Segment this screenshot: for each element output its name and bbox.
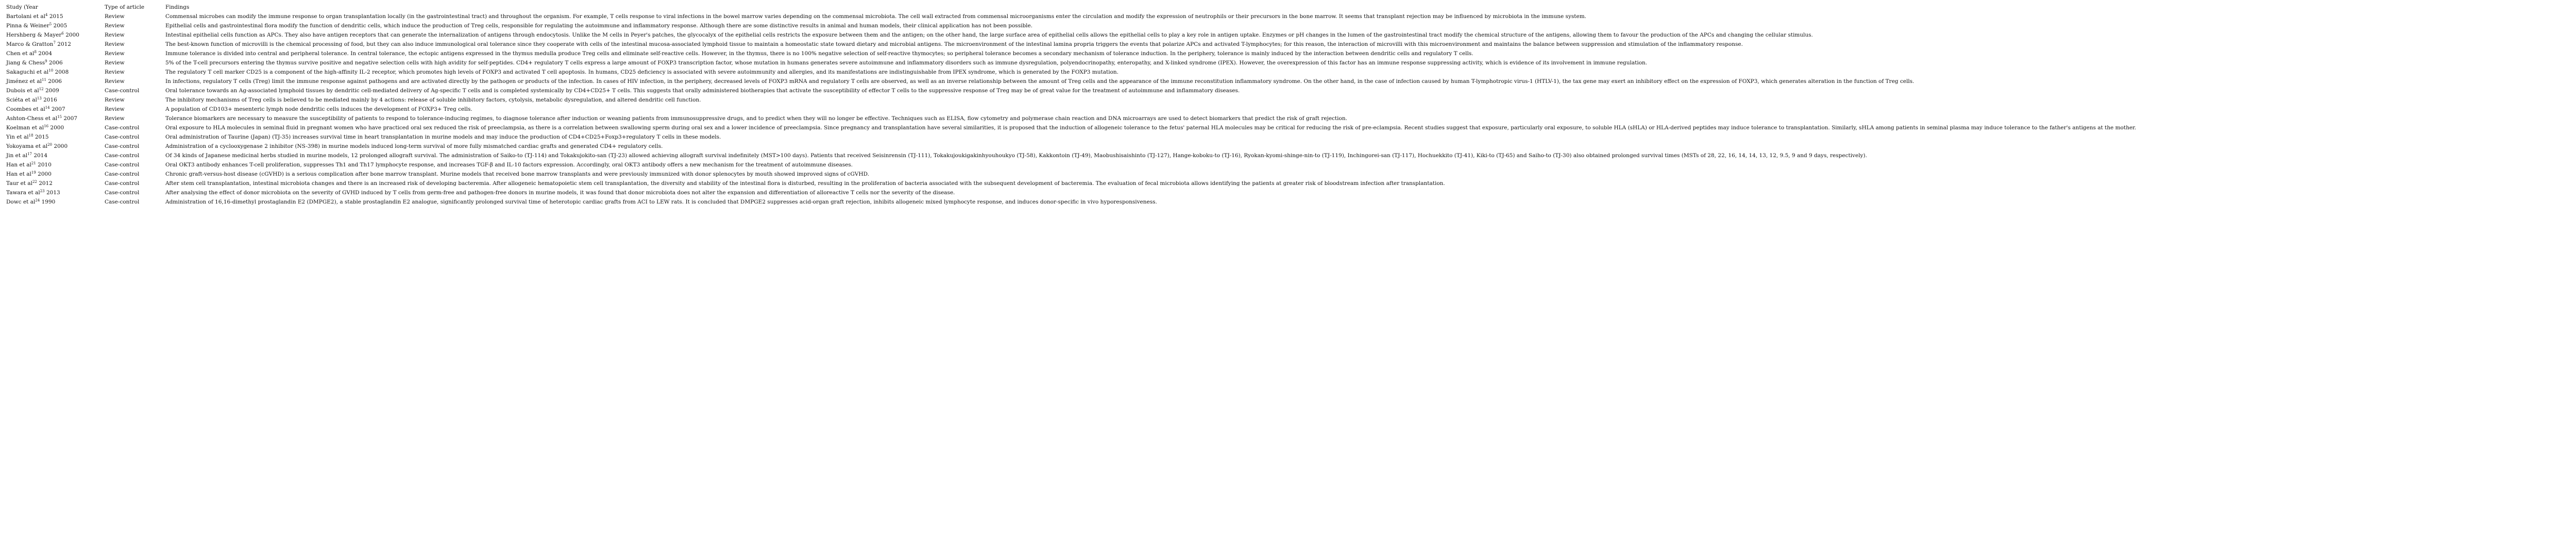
table-body	[6, 12, 2139, 207]
reference-number: 23	[40, 189, 45, 193]
header-type-of-article: Type of article	[105, 4, 145, 10]
reference-number: 14	[45, 106, 50, 110]
study-cell	[6, 142, 105, 151]
reference-number: 17	[27, 152, 32, 156]
study-year: 2012	[55, 41, 71, 47]
article-type-cell: Review	[105, 78, 125, 84]
study-year: 2015	[47, 13, 63, 20]
header-row	[6, 3, 2139, 12]
study-cell	[6, 58, 105, 67]
findings-cell: Commensal microbes can modify the immune response to organ transplantation locally (in the gastrointestinal tract) and throughout the organism. For example, T cells response to viral infections in the bowel marrow varies depending on the commensal microbiota. The cell wall extracted from commensal microorganisms enter the circulation and modify the expression of neutrophils or their precursors in the bone marrow. It seems that transplant rejection may be influenced by microbiota in the immune system.	[165, 13, 1586, 20]
article-type-cell: Case-control	[105, 162, 140, 168]
study-author: Sciéta et al	[6, 97, 37, 103]
study-author: Koelman et al	[6, 125, 44, 131]
reference-number: 6	[61, 31, 64, 36]
study-author: Jin et al	[6, 153, 28, 159]
table-row	[6, 160, 2139, 170]
study-year: 2006	[47, 60, 63, 66]
study-author: Tawara et al	[6, 190, 40, 196]
reference-number: 5	[49, 22, 52, 26]
article-type-cell: Case-control	[105, 153, 140, 159]
table-row	[6, 21, 2139, 30]
article-type-cell: Case-control	[105, 190, 140, 196]
study-author: Chen et al	[6, 50, 35, 57]
table-row	[6, 95, 2139, 105]
article-type-cell: Review	[105, 106, 125, 112]
article-type-cell: Review	[105, 23, 125, 29]
findings-cell: 5% of the T-cell precursors entering the thymus survive positive and negative selection cells with high avidity for self-peptides. CD4+ regulatory T cells express a large amount of FOXP3 transcription factor, whose mutation in humans generates severe autoimmune and inflammatory disorders such as immune dysregulation, polyendocrinopathy, enteropathy, and X-linked syndrome (IPEX). However, the overexpression of this factor has an immune response suppressing activity, which is evidence of its involvement in immune regulation.	[165, 60, 1648, 66]
study-cell	[6, 21, 105, 30]
findings-cell: The regulatory T cell marker CD25 is a component of the high-affinity IL-2 receptor, which promotes high levels of FOXP3 and activated T cell apoptosis. In humans, CD25 deficiency is associated with severe autoimmunity and allergies, and its manifestations are indistinguishable from IPEX syndrome, which is generated by the FOXP3 mutation.	[165, 69, 1119, 75]
study-year: 2006	[46, 78, 62, 84]
study-author: Hershberg & Mayer	[6, 32, 62, 38]
study-author: Sakaguchi et al	[6, 69, 49, 75]
findings-cell: After stem cell transplantation, intestinal microbiota changes and there is an increased risk of developing bacteremia. After allogeneic hematopoietic stem cell transplantation, the diversity and stability of the intestinal flora is disturbed, resulting in the proliferation of bacteria associated with the subsequent development of bacteremia. The evaluation of fecal microbiota allows identifying the patients at greater risk of bloodstream infection after transplantation.	[165, 180, 1445, 187]
study-cell	[6, 197, 105, 207]
article-type-cell: Case-control	[105, 180, 140, 187]
reference-number: 8	[34, 50, 37, 54]
article-type-cell: Case-control	[105, 88, 140, 94]
findings-cell: Intestinal epithelial cells function as APCs. They also have antigen receptors that can generate the internalization of antigens through endocytosis. Unlike the M cells in Peyer's patches, the glycocalyx of the epithelial cells restricts the exposure between them and the antigen; on the other hand, the large surface area of epithelial cells allows the epithelial cells to play a key role in antigen uptake. Enzymes or pH changes in the lumen of the gastrointestinal tract modify the chemical structure of the antigens, allowing them to favour the production of the APCs and changing the cellular stimulus.	[165, 32, 1813, 38]
article-type-cell: Case-control	[105, 143, 140, 149]
findings-cell: Administration of 16,16-dimethyl prostaglandin E2 (DMPGE2), a stable prostaglandin E2 analogue, significantly prolonged survival time of heterotopic cardiac grafts from ACI to LEW rats. It is concluded that DMPGE2 suppresses acid-organ graft rejection, inhibits allogeneic mixed lymphocyte response, and induces donor-specific in vivo hyporesponsiveness.	[165, 199, 1157, 205]
table-row	[6, 197, 2139, 207]
table-row	[6, 114, 2139, 123]
study-year: 2008	[53, 69, 69, 75]
reference-number: 21	[31, 161, 36, 165]
study-year: 2013	[44, 190, 60, 196]
findings-cell: The inhibitory mechanisms of Treg cells is believed to be mediated mainly by 4 actions: release of soluble inhibitory factors, cytolysis, metabolic dysregulation, and altered dendritic cell function.	[165, 97, 701, 103]
study-cell	[6, 132, 105, 142]
study-cell	[6, 95, 105, 105]
reference-number: 15	[57, 115, 62, 119]
reference-number: 18	[28, 133, 33, 138]
table-row	[6, 12, 2139, 21]
article-type-cell: Review	[105, 69, 125, 75]
findings-cell: Oral OKT3 antibody enhances T-cell proliferation, suppresses Th1 and Th17 lymphocyte response, and increases TGF-β and IL-10 factors expression. Accordingly, oral OKT3 antibody offers a new mechanism for the treatment of autoimmune diseases.	[165, 162, 853, 168]
table-row	[6, 58, 2139, 67]
reference-number: 19	[31, 171, 36, 175]
study-year: 2000	[48, 125, 64, 131]
study-author: Bartolani et al	[6, 13, 46, 20]
study-cell	[6, 114, 105, 123]
findings-cell: Administration of a cyclooxygenase 2 inhibitor (NS-398) in murine models induced long-term survival of more fully mismatched cardiac grafts and generated CD4+ regulatory cells.	[165, 143, 663, 149]
article-type-cell: Review	[105, 32, 125, 38]
study-year: 2015	[33, 134, 49, 140]
article-type-cell: Review	[105, 115, 125, 122]
study-year: 2009	[43, 88, 59, 94]
reference-number: 12	[39, 87, 44, 91]
table-row	[6, 132, 2139, 142]
study-cell	[6, 86, 105, 95]
reference-number: 7	[53, 41, 56, 45]
study-author: Jiang & Chess	[6, 60, 45, 66]
study-cell	[6, 77, 105, 86]
article-type-cell: Review	[105, 13, 125, 20]
reference-number: 9	[45, 59, 47, 63]
study-cell	[6, 105, 105, 114]
study-author: Dubois et al	[6, 88, 39, 94]
findings-cell: Oral administration of Taurine (Japan) (TJ-35) increases survival time in heart transplantation in murine models and may induce the production of CD4+CD25+Foxp3+regulatory T cells in these models.	[165, 134, 721, 140]
reference-number: 24	[35, 198, 40, 202]
study-cell	[6, 170, 105, 179]
study-cell	[6, 188, 105, 197]
study-author: Marco & Gratton	[6, 41, 54, 47]
article-type-cell: Review	[105, 41, 125, 47]
reference-number: 22	[32, 180, 37, 184]
reference-number: 11	[41, 78, 46, 82]
table-row	[6, 170, 2139, 179]
findings-cell: A population of CD103+ mesenteric lymph node dendritic cells induces the development of FOXP3+ Treg cells.	[165, 106, 472, 112]
findings-cell: Tolerance biomarkers are necessary to measure the susceptibility of patients to respond to tolerance-inducing regimes, to diagnose tolerance after induction or weaning patients from immunosuppressive drugs, and to predict when they will no longer be effective. Techniques such as ELISA, flow cytometry and polymerase chain reaction and DNA microarrays are used to detect biomarkers that predict the risk of graft rejection.	[165, 115, 1347, 122]
study-author: Yin et al	[6, 134, 29, 140]
findings-cell: After analysing the effect of donor microbiota on the severity of GVHD induced by T cells from germ-free and pathogen-free donors in murine models, it was found that donor microbiota does not alter the expansion and differentiation of alloreactive T cells nor the severity of the disease.	[165, 190, 955, 196]
study-year: 2004	[36, 50, 53, 57]
article-type-cell: Case-control	[105, 171, 140, 177]
study-author: Ashton-Chess et al	[6, 115, 58, 122]
reference-number: 16	[44, 124, 49, 128]
study-author: Taur et al	[6, 180, 32, 187]
article-type-cell: Review	[105, 97, 125, 103]
reference-number: 20	[47, 143, 53, 147]
table-row	[6, 151, 2139, 160]
study-cell	[6, 179, 105, 188]
article-type-cell: Case-control	[105, 199, 140, 205]
study-author: Coombes et al	[6, 106, 45, 112]
findings-table	[6, 3, 2139, 207]
study-author: Han et al	[6, 162, 31, 168]
article-type-cell: Review	[105, 60, 125, 66]
table-row	[6, 105, 2139, 114]
study-author: Jiménez et al	[6, 78, 42, 84]
reference-number: 10	[48, 69, 54, 73]
reference-number: 13	[37, 96, 42, 100]
study-cell	[6, 30, 105, 40]
study-cell	[6, 160, 105, 170]
findings-cell: Immune tolerance is divided into central and peripheral tolerance. In central tolerance, the ectopic antigens expressed in the thymus medulla produce Treg cells and eliminate self-reactive cells. However, in the thymus, there is no 100% negative selection of self-reactive thymocytes; so peripheral tolerance becomes a secondary mechanism of tolerance induction. In the periphery, tolerance is mainly induced by the interaction between dendritic cells and regulatory T cells.	[165, 50, 1473, 57]
study-author: Yokoyama et al	[6, 143, 48, 149]
table-row	[6, 30, 2139, 40]
findings-cell: Epithelial cells and gastrointestinal flora modify the function of dendritic cells, which induce the production of Treg cells, responsible for regulating the autoimmune and inflammatory response. Although there are some distinctive results in animal and human models, their clinical application has not been possible.	[165, 23, 1033, 29]
article-type-cell: Case-control	[105, 125, 140, 131]
findings-cell: Oral exposure to HLA molecules in seminal fluid in pregnant women who have practiced oral sex reduced the risk of preeclampsia, as there is a correlation between swallowing sperm during oral sex and a lower incidence of preeclampsia. Since pregnancy and transplantation have several similarities, it is proposed that the induction of allogeneic tolerance to the fetus' paternal HLA molecules may be critical for reducing the risk of pre-eclampsia. Recent studies suggest that exposure, particularly oral exposure, to soluble HLA (sHLA) or HLA-derived peptides may induce tolerance to transplantation. Similarly, sHLA among patients in seminal plasma may induce tolerance to the father's antigens at the mother.	[165, 125, 2137, 131]
findings-cell: The best-known function of microvilli is the chemical processing of food, but they can also induce immunological oral tolerance since they cooperate with cells of the intestinal mucosa-associated lymphoid tissue to maintain a homeostatic state toward dietary and microbial antigens. The microenvironment of the intestinal lamina propria triggers the events that polarize APCs and activated T-lymphocytes; for this reason, the interaction of microvilli with this microenvironment and maintains the balance between suppression and stimulation of the inflammatory response.	[165, 41, 1743, 47]
study-year: 2014	[31, 153, 48, 159]
study-cell	[6, 40, 105, 49]
study-year: 2005	[52, 23, 67, 29]
table-row	[6, 123, 2139, 132]
table-row	[6, 67, 2139, 77]
table-header	[6, 3, 2139, 12]
study-year: 2012	[37, 180, 53, 187]
study-year: 1990	[40, 199, 56, 205]
table-row	[6, 142, 2139, 151]
study-year: 2016	[41, 97, 57, 103]
study-year: 2007	[49, 106, 65, 112]
findings-cell: Of 34 kinds of Japanese medicinal herbs studied in murine models, 12 prolonged allograft survival. The administration of Saiko-to (TJ-114) and Tokakujokito-san (TJ-23) allowed achieving allograft survival indefinitely (MST>100 days). Patients that received Seisinrensin (TJ-111), Tokakujoukigakinhyouhoukyo (TJ-58), Kakkontoin (TJ-49), Maobushisaishinto (TJ-127), Hange-koboku-to (TJ-16), Ryokan-kyomi-shinge-nin-to (TJ-119), Inchingorei-san (TJ-117), Hochuekkito (TJ-41), Kiki-to (TJ-65) and Saiho-to (TJ-30) also obtained prolonged survival times (MSTs of 28, 22, 16, 14, 14, 13, 12, 9.5, 9 and 9 days, respectively).	[165, 153, 1867, 159]
table-row	[6, 40, 2139, 49]
study-year: 2010	[36, 162, 52, 168]
article-type-cell: Case-control	[105, 134, 140, 140]
study-author: Han et al	[6, 171, 31, 177]
table-row	[6, 179, 2139, 188]
table-row	[6, 188, 2139, 197]
findings-cell: In infections, regulatory T cells (Treg) limit the immune response against pathogens and are activated directly by the pathogen or products of the infection. In cases of HIV infection, in the periphery, decreased levels of FOXP3 mRNA and regulatory T cells are observed, as well as an inverse relationship between the amount of Treg cells and the appearance of the immune reconstitution inflammatory syndrome. On the other hand, in the case of infection caused by human T-lymphotropic virus-1 (HTLV-1), the tax gene may exert an inhibitory effect on the expression of FOXP3, which generates alteration in the function of Treg cells.	[165, 78, 1914, 84]
study-cell	[6, 123, 105, 132]
study-cell	[6, 67, 105, 77]
table-row	[6, 49, 2139, 58]
table-row	[6, 77, 2139, 86]
findings-cell: Oral tolerance towards an Ag-associated lymphoid tissues by dendritic cell-mediated delivery of Ag-specific T cells and is completed systemically by CD4+CD25+ T cells. This suggests that orally administered biotherapies that activate the susceptibility of effector T cells to the suppressive response of Treg may be of great value for the treatment of autoimmune and inflammatory diseases.	[165, 88, 1240, 94]
study-year: 2000	[36, 171, 52, 177]
study-author: Dowc et al	[6, 199, 36, 205]
table-row	[6, 86, 2139, 95]
findings-cell: Chronic graft-versus-host disease (cGVHD) is a serious complication after bone marrow transplant. Murine models that received bone marrow transplants and were previously immunized with donor splenocytes by mouth showed improved signs of cGVHD.	[165, 171, 870, 177]
article-type-cell: Review	[105, 50, 125, 57]
header-study-year: Study (Year	[6, 4, 38, 10]
study-cell	[6, 151, 105, 160]
header-findings: Findings	[165, 4, 190, 10]
study-cell	[6, 49, 105, 58]
study-author: Pinna & Weiner	[6, 23, 49, 29]
study-year: 2000	[63, 32, 79, 38]
study-year: 2007	[62, 115, 78, 122]
study-cell	[6, 12, 105, 21]
reference-number: 4	[45, 13, 48, 17]
study-year: 2000	[52, 143, 68, 149]
